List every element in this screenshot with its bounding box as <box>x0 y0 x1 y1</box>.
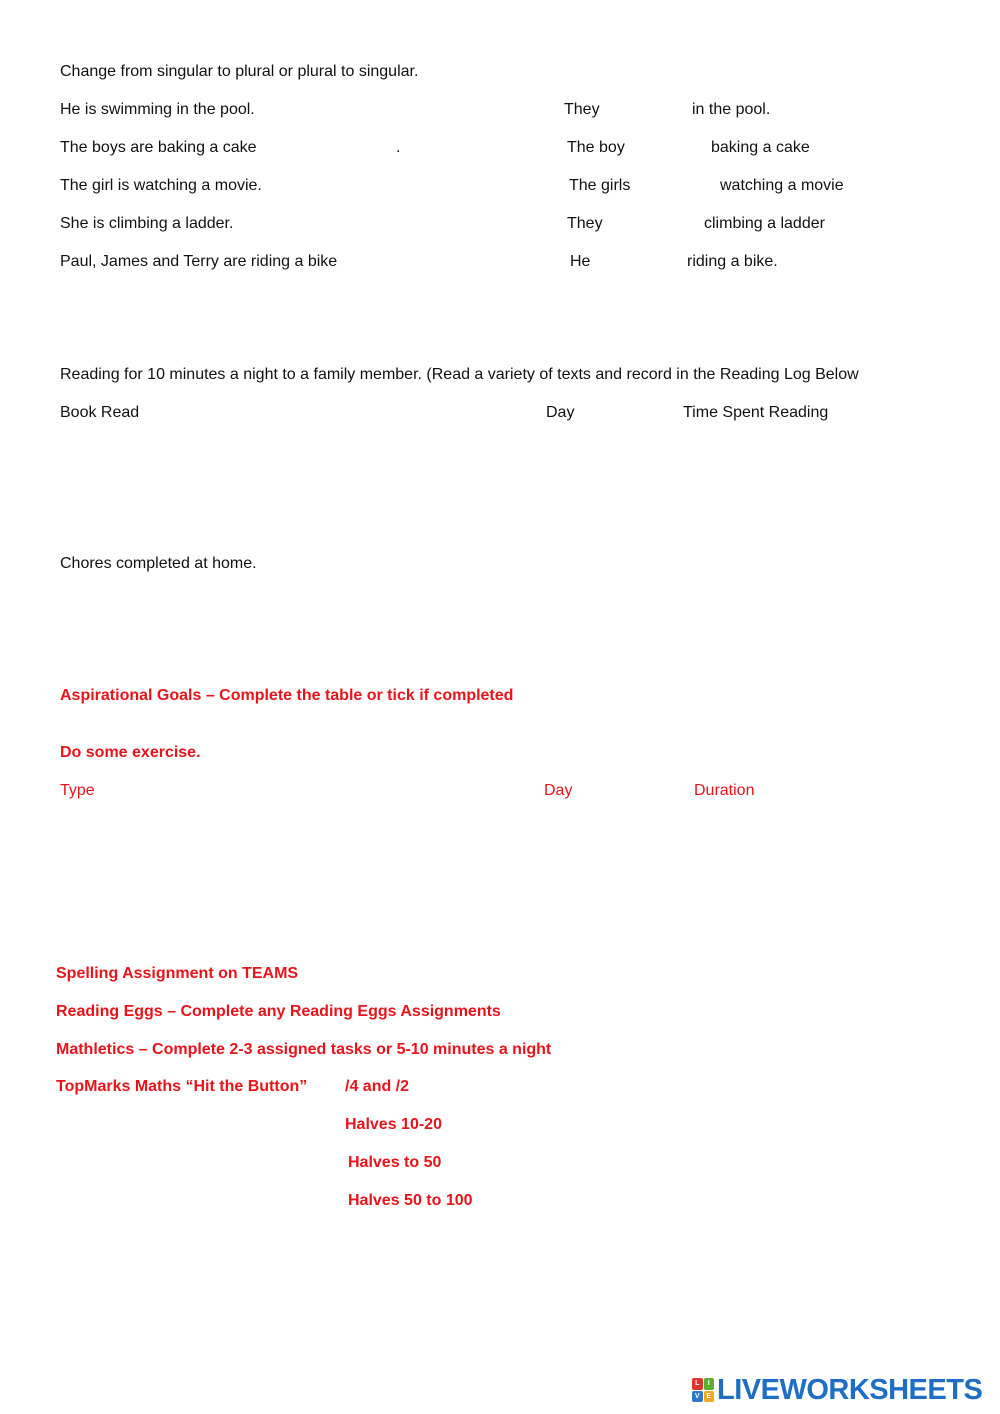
exercise-duration-input[interactable] <box>694 815 888 917</box>
exercise-type-input[interactable] <box>60 815 534 917</box>
reading-instruction: Reading for 10 minutes a night to a family member. (Read a variety of texts and record in the Reading Log Below <box>60 366 859 383</box>
logo-tile-e: E <box>704 1391 715 1403</box>
reading-header-time: Time Spent Reading <box>683 404 829 421</box>
task-mathletics: Mathletics – Complete 2-3 assigned tasks or 5-10 minutes a night <box>56 1041 552 1058</box>
grammar-sentence-4: She is climbing a ladder. <box>60 215 234 232</box>
reading-header-book: Book Read <box>60 404 140 421</box>
task-reading-eggs: Reading Eggs – Complete any Reading Eggs Assignments <box>56 1003 501 1020</box>
grammar-rest-2: baking a cake <box>711 139 810 156</box>
grammar-sentence-5: Paul, James and Terry are riding a bike <box>60 253 338 270</box>
grammar-subject-3: The girls <box>569 177 631 194</box>
grammar-rest-1: in the pool. <box>692 101 771 118</box>
grammar-sentence-2: The boys are baking a cake <box>60 139 257 156</box>
chores-label: Chores completed at home. <box>60 555 257 572</box>
goals-title: Aspirational Goals – Complete the table or tick if completed <box>60 687 514 704</box>
topmarks-item-1: /4 and /2 <box>345 1078 410 1095</box>
logo-text: LIVEWORKSHEETS <box>717 1374 983 1406</box>
task-spelling: Spelling Assignment on TEAMS <box>56 965 299 982</box>
topmarks-item-2: Halves 10-20 <box>345 1116 442 1133</box>
grammar-subject-1: They <box>564 101 600 118</box>
grammar-sentence-1: He is swimming in the pool. <box>60 101 255 118</box>
grammar-answer-4[interactable] <box>608 212 704 238</box>
exercise-header-duration: Duration <box>694 782 755 799</box>
grammar-instruction: Change from singular to plural or plural to singular. <box>60 63 419 80</box>
grammar-answer-2[interactable] <box>630 136 710 162</box>
grammar-rest-4: climbing a ladder <box>704 215 825 232</box>
grammar-dot-2: . <box>396 139 401 156</box>
reading-log-time-input[interactable] <box>683 438 887 520</box>
reading-log-day-input[interactable] <box>546 438 670 520</box>
logo-tiles-icon <box>692 1378 714 1402</box>
exercise-label: Do some exercise. <box>60 744 201 761</box>
grammar-subject-5: He <box>570 253 591 270</box>
grammar-subject-2: The boy <box>567 139 625 156</box>
chores-input[interactable] <box>60 585 884 647</box>
grammar-sentence-3: The girl is watching a movie. <box>60 177 262 194</box>
topmarks-item-4: Halves 50 to 100 <box>348 1192 473 1209</box>
exercise-day-input[interactable] <box>544 815 678 917</box>
logo-tile-v: V <box>692 1391 703 1403</box>
grammar-rest-5: riding a bike. <box>687 253 778 270</box>
logo-tile-i: I <box>704 1378 715 1390</box>
grammar-rest-3: watching a movie <box>720 177 844 194</box>
grammar-subject-4: They <box>567 215 603 232</box>
grammar-answer-5[interactable] <box>596 250 686 276</box>
liveworksheets-logo <box>692 1375 982 1405</box>
reading-header-day: Day <box>546 404 575 421</box>
exercise-header-type: Type <box>60 782 95 799</box>
grammar-answer-3[interactable] <box>636 174 720 200</box>
logo-tile-l: L <box>692 1378 703 1390</box>
topmarks-item-3: Halves to 50 <box>348 1154 442 1171</box>
grammar-answer-1[interactable] <box>604 98 692 124</box>
reading-log-book-input[interactable] <box>60 438 534 520</box>
task-topmarks: TopMarks Maths “Hit the Button” <box>56 1078 308 1095</box>
exercise-header-day: Day <box>544 782 573 799</box>
